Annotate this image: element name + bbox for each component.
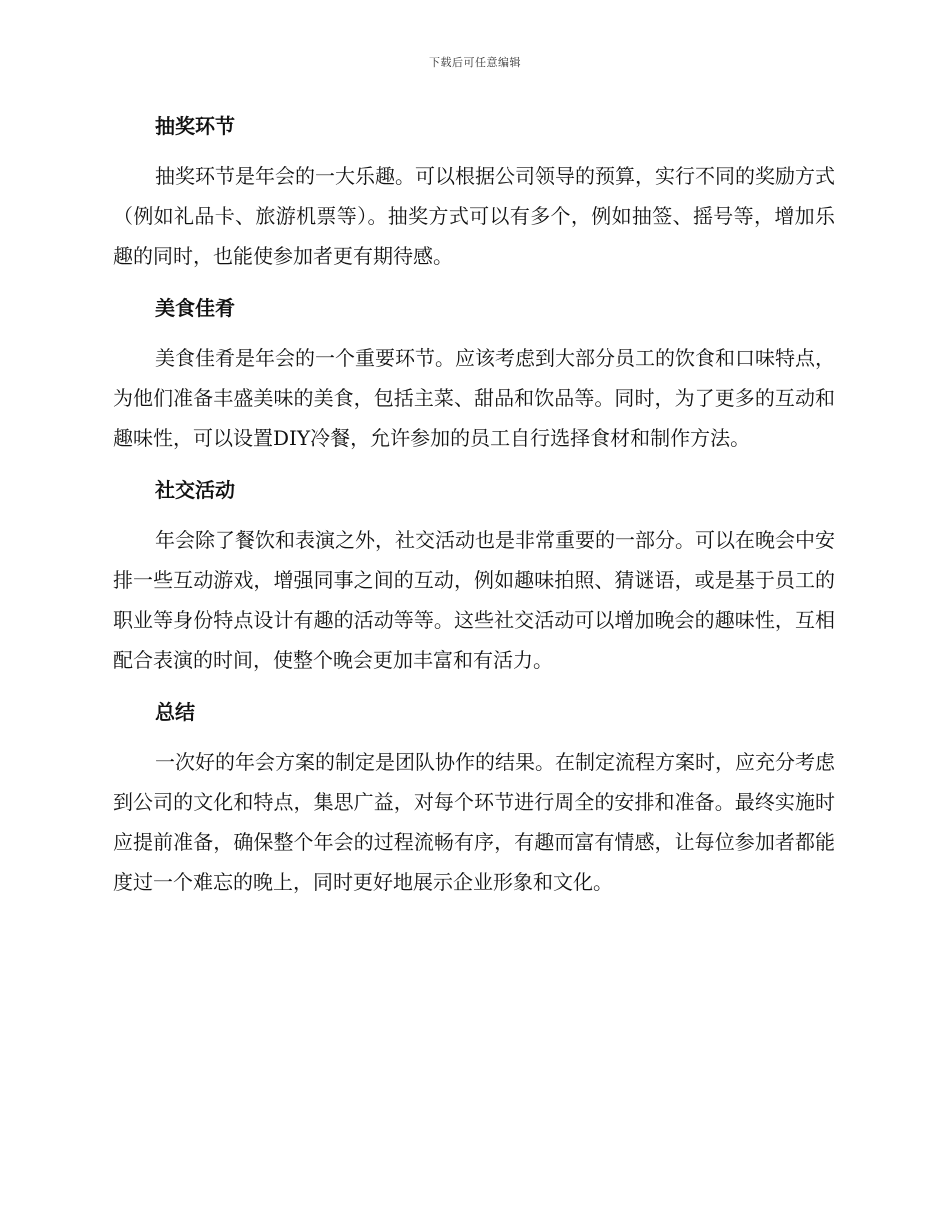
section-heading: 美食佳肴 xyxy=(155,296,235,320)
section-summary xyxy=(113,692,835,902)
section-body: 抽奖环节是年会的一大乐趣。可以根据公司领导的预算，实行不同的奖励方式（例如礼品卡、旅游机票等）。抽奖方式可以有多个，例如抽签、摇号等，增加乐趣的同时，也能使参加者更有期待感。 xyxy=(113,164,835,268)
section-heading: 总结 xyxy=(155,700,195,724)
section-body: 一次好的年会方案的制定是团队协作的结果。在制定流程方案时，应充分考虑到公司的文化和特点，集思广益，对每个环节进行周全的安排和准备。最终实施时应提前准备，确保整个年会的过程流畅有序，有趣而富有情感，让每位参加者都能度过一个难忘的晚上，同时更好地展示企业形象和文化。 xyxy=(113,750,835,894)
section-food xyxy=(113,288,835,458)
document-content xyxy=(113,106,835,914)
section-heading: 社交活动 xyxy=(155,478,235,502)
section-body: 美食佳肴是年会的一个重要环节。应该考虑到大部分员工的饮食和口味特点，为他们准备丰盛美味的美食，包括主菜、甜品和饮品等。同时，为了更多的互动和趣味性，可以设置DIY冷餐，允许参加的员工自行选择食材和制作方法。 xyxy=(113,346,835,450)
section-social xyxy=(113,470,835,680)
section-lottery xyxy=(113,106,835,276)
section-body: 年会除了餐饮和表演之外，社交活动也是非常重要的一部分。可以在晚会中安排一些互动游戏，增强同事之间的互动，例如趣味拍照、猜谜语，或是基于员工的职业等身份特点设计有趣的活动等等。这些社交活动可以增加晚会的趣味性，互相配合表演的时间，使整个晚会更加丰富和有活力。 xyxy=(113,528,835,672)
section-heading: 抽奖环节 xyxy=(155,114,235,138)
header-note: 下载后可任意编辑 xyxy=(429,56,521,69)
